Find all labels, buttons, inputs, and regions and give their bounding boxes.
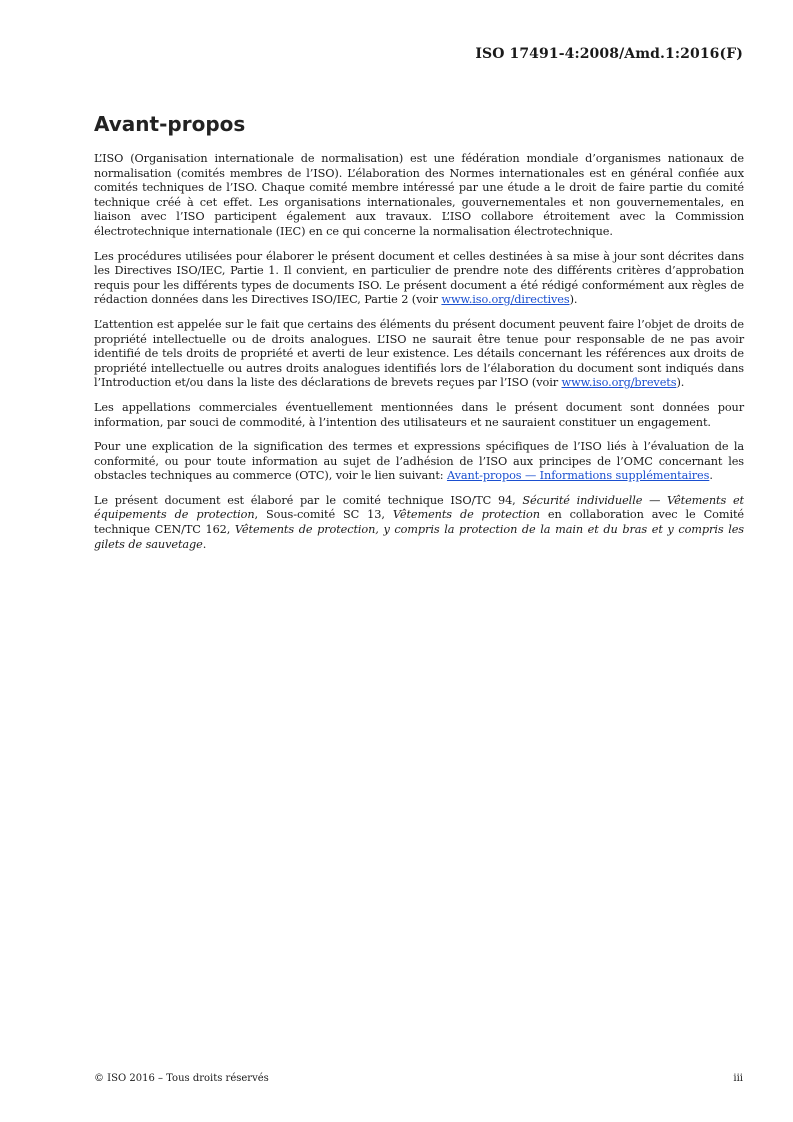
copyright-notice: © ISO 2016 – Tous droits réservés	[94, 1073, 269, 1084]
paragraph-5-end: .	[709, 469, 713, 483]
paragraph-2-end: ).	[569, 293, 578, 307]
paragraph-5	[94, 440, 744, 484]
document-reference: ISO 17491-4:2008/Amd.1:2016(F)	[475, 46, 743, 62]
directives-link[interactable]: www.iso.org/directives	[441, 293, 570, 307]
patents-link[interactable]: www.iso.org/brevets	[561, 376, 677, 390]
paragraph-6	[94, 494, 744, 552]
paragraph-2	[94, 250, 744, 308]
paragraph-6-c: , Sous-comité SC 13,	[254, 508, 393, 522]
paragraph-1: L’ISO (Organisation internationale de normalisation) est une fédération mondiale d’organismes nationaux de normalisation (comités membres de l’ISO). L’élaboration des Normes internationales est en général confiée aux comités techniques de l’ISO. Chaque comité membre intéressé par une étude a le droit de faire partie du comité technique créé à cet effet. Les organisations internationales, gouvernementales et non gouvernementales, en liaison avec l’ISO participent également aux travaux. L’ISO collabore étroitement avec la Commission électrotechnique internationale (IEC) en ce qui concerne la normalisation électrotechnique.	[94, 152, 744, 238]
paragraph-4: Les appellations commerciales éventuellement mentionnées dans le présent document sont données pour information, par souci de commodité, à l’intention des utilisateurs et ne sauraient constituer un engagement.	[94, 400, 744, 429]
paragraph-6-d: Vêtements de protection	[392, 508, 540, 522]
paragraph-5-text: Pour une explication de la signification des termes et expressions spécifiques de l’ISO liés à l’évaluation de la conformité, ou pour toute information au sujet de l’adhésion de l’ISO aux principes de l’OMC concernant les obstacles techniques au commerce (OTC), voir le lien suivant:	[94, 440, 744, 483]
page-number: iii	[733, 1073, 743, 1084]
paragraph-6-b: Sécurité individuelle — Vêtements et équipements de protection	[94, 493, 744, 522]
paragraph-6-g: .	[202, 537, 207, 551]
page-title: Avant-propos	[94, 112, 246, 136]
foreword-body	[94, 152, 744, 562]
paragraph-3	[94, 318, 744, 391]
paragraph-6-f: Vêtements de protection, y compris la protection de la main et du bras et y compris les gilets de sauvetage	[94, 523, 744, 551]
paragraph-3-end: ).	[676, 376, 685, 390]
paragraph-6-a: Le présent document est élaboré par le comité technique ISO/TC 94,	[94, 493, 523, 507]
paragraph-3-text: L’attention est appelée sur le fait que certains des éléments du présent document peuvent faire l’objet de droits de propriété intellectuelle ou de droits analogues. L’ISO ne saurait être tenue pour responsable de ne pas avoir identifié de tels droits de propriété et averti de leur existence. Les détails concernant les références aux droits de propriété intellectuelle ou autres droits analogues identifiés lors de l’élaboration du document sont indiqués dans l’Introduction et/ou dans la liste des déclarations de brevets reçues par l’ISO (voir	[94, 317, 744, 390]
paragraph-6-e: en collaboration avec le Comité technique CEN/TC 162,	[94, 508, 744, 537]
paragraph-2-text: Les procédures utilisées pour élaborer le présent document et celles destinées à sa mise à jour sont décrites dans les Directives ISO/IEC, Partie 1. Il convient, en particulier de prendre note des différents critères d’approbation requis pour les différents types de documents ISO. Le présent document a été rédigé conformément aux règles de rédaction données dans les Directives ISO/IEC, Partie 2 (voir	[94, 249, 744, 307]
foreword-info-link[interactable]: Avant-propos — Informations supplémentaires	[446, 469, 710, 483]
